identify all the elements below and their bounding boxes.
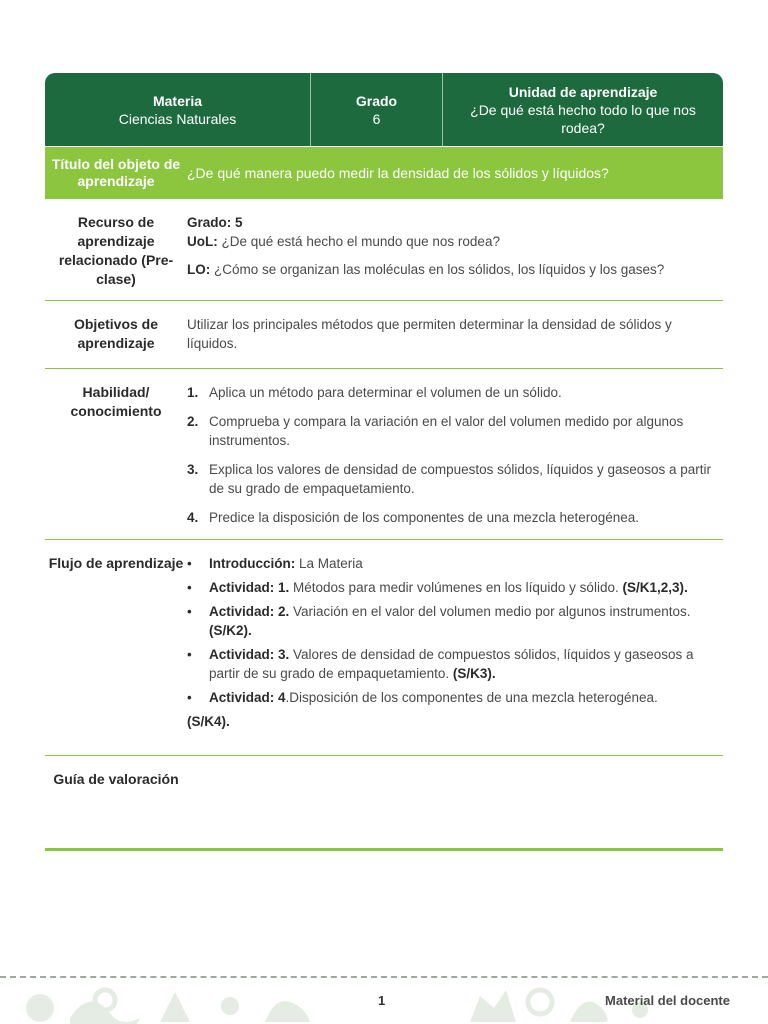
recurso-grado: Grado: 5: [187, 215, 243, 230]
header-row: [45, 73, 723, 146]
title-label: Título del objeto de aprendizaje: [51, 156, 181, 189]
lo-value: ¿Cómo se organizan las moléculas en los sólidos, los líquidos y los gases?: [214, 262, 665, 277]
item-text: Predice la disposición de los componentes de una mezcla heterogénea.: [209, 510, 640, 525]
flujo-list: [187, 554, 719, 707]
list-item: [187, 460, 719, 498]
objetivos-row: [45, 301, 723, 369]
lesson-plan-table: [45, 73, 723, 851]
materia-label: Materia: [152, 92, 203, 109]
habilidad-row: [45, 369, 723, 540]
item-text: La Materia: [295, 556, 363, 571]
materia-value: Ciencias Naturales: [118, 110, 237, 127]
item-text: Variación en el valor del volumen medio por algunos instrumentos.: [289, 604, 691, 619]
unidad-value: ¿De qué está hecho todo lo que nos rodea?: [470, 101, 696, 136]
guia-value: [187, 756, 723, 848]
item-text: Valores de densidad de compuestos sólidos, líquidos y gaseosos a partir de su grado de empaquetamiento.: [209, 647, 694, 681]
item-text: Explica los valores de densidad de compuestos sólidos, líquidos y gaseosos a partir de su grado de empaquetamiento.: [209, 462, 712, 496]
list-item: [187, 412, 719, 450]
title-row: [45, 147, 723, 199]
guia-label: Guía de valoración: [53, 771, 179, 787]
bullet: •: [187, 647, 192, 662]
unidad-label: Unidad de aprendizaje: [508, 83, 658, 100]
grado-cell: [310, 73, 442, 146]
item-text: Aplica un método para determinar el volumen de un sólido.: [209, 385, 562, 400]
footer-label: Material del docente: [605, 993, 730, 1008]
objetivos-value: Utilizar los principales métodos que permiten determinar la densidad de sólidos y líquidos.: [187, 317, 672, 351]
grado-value: 6: [372, 110, 381, 127]
bullet: •: [187, 690, 192, 705]
item-number: 4.: [187, 510, 199, 525]
objetivos-label: Objetivos de aprendizaje: [73, 316, 159, 351]
list-item: [187, 554, 719, 573]
materia-cell: [45, 73, 310, 146]
recurso-label: Recurso de aprendizaje relacionado (Pre-clase): [58, 214, 174, 287]
habilidad-list: [187, 383, 719, 527]
item-lead: Actividad: 2.: [209, 604, 290, 619]
bullet: •: [187, 604, 192, 619]
item-tag: (S/K3).: [452, 666, 496, 681]
list-item: [187, 602, 719, 640]
item-lead: Actividad: 3.: [209, 647, 290, 662]
lo-label: LO:: [187, 262, 211, 277]
guia-row: [45, 756, 723, 851]
list-item: [187, 645, 719, 683]
item-number: 1.: [187, 385, 199, 400]
page-number: 1: [378, 993, 386, 1008]
list-item: [187, 508, 719, 527]
item-text: .Disposición de los componentes de una mezcla heterogénea.: [285, 690, 658, 705]
bullet: •: [187, 580, 192, 595]
item-lead: Actividad: 4: [209, 690, 286, 705]
habilidad-label: Habilidad/ conocimiento: [70, 384, 162, 419]
flujo-label: Flujo de aprendizaje: [48, 555, 184, 571]
item-number: 2.: [187, 414, 199, 429]
item-tag: (S/K1,2,3).: [622, 580, 688, 595]
flujo-trailing-tag: (S/K4).: [187, 714, 230, 729]
grado-label: Grado: [355, 92, 398, 109]
item-lead: Introducción:: [209, 556, 296, 571]
item-number: 3.: [187, 462, 199, 477]
list-item: [187, 688, 719, 707]
list-item: [187, 578, 719, 597]
item-lead: Actividad: 1.: [209, 580, 290, 595]
recurso-row: [45, 199, 723, 301]
item-text: Métodos para medir volúmenes en los líquido y sólido.: [289, 580, 623, 595]
list-item: [187, 383, 719, 402]
flujo-row: [45, 540, 723, 756]
item-tag: (S/K2).: [209, 623, 252, 638]
recurso-value: [187, 199, 723, 300]
item-text: Comprueba y compara la variación en el valor del volumen medido por algunos instrumentos.: [209, 414, 684, 448]
unidad-cell: [442, 73, 723, 146]
bullet: •: [187, 556, 192, 571]
title-value: ¿De qué manera puedo medir la densidad de los sólidos y líquidos?: [187, 165, 609, 181]
uol-label: UoL:: [187, 234, 218, 249]
uol-value: ¿De qué está hecho el mundo que nos rodea?: [221, 234, 500, 249]
